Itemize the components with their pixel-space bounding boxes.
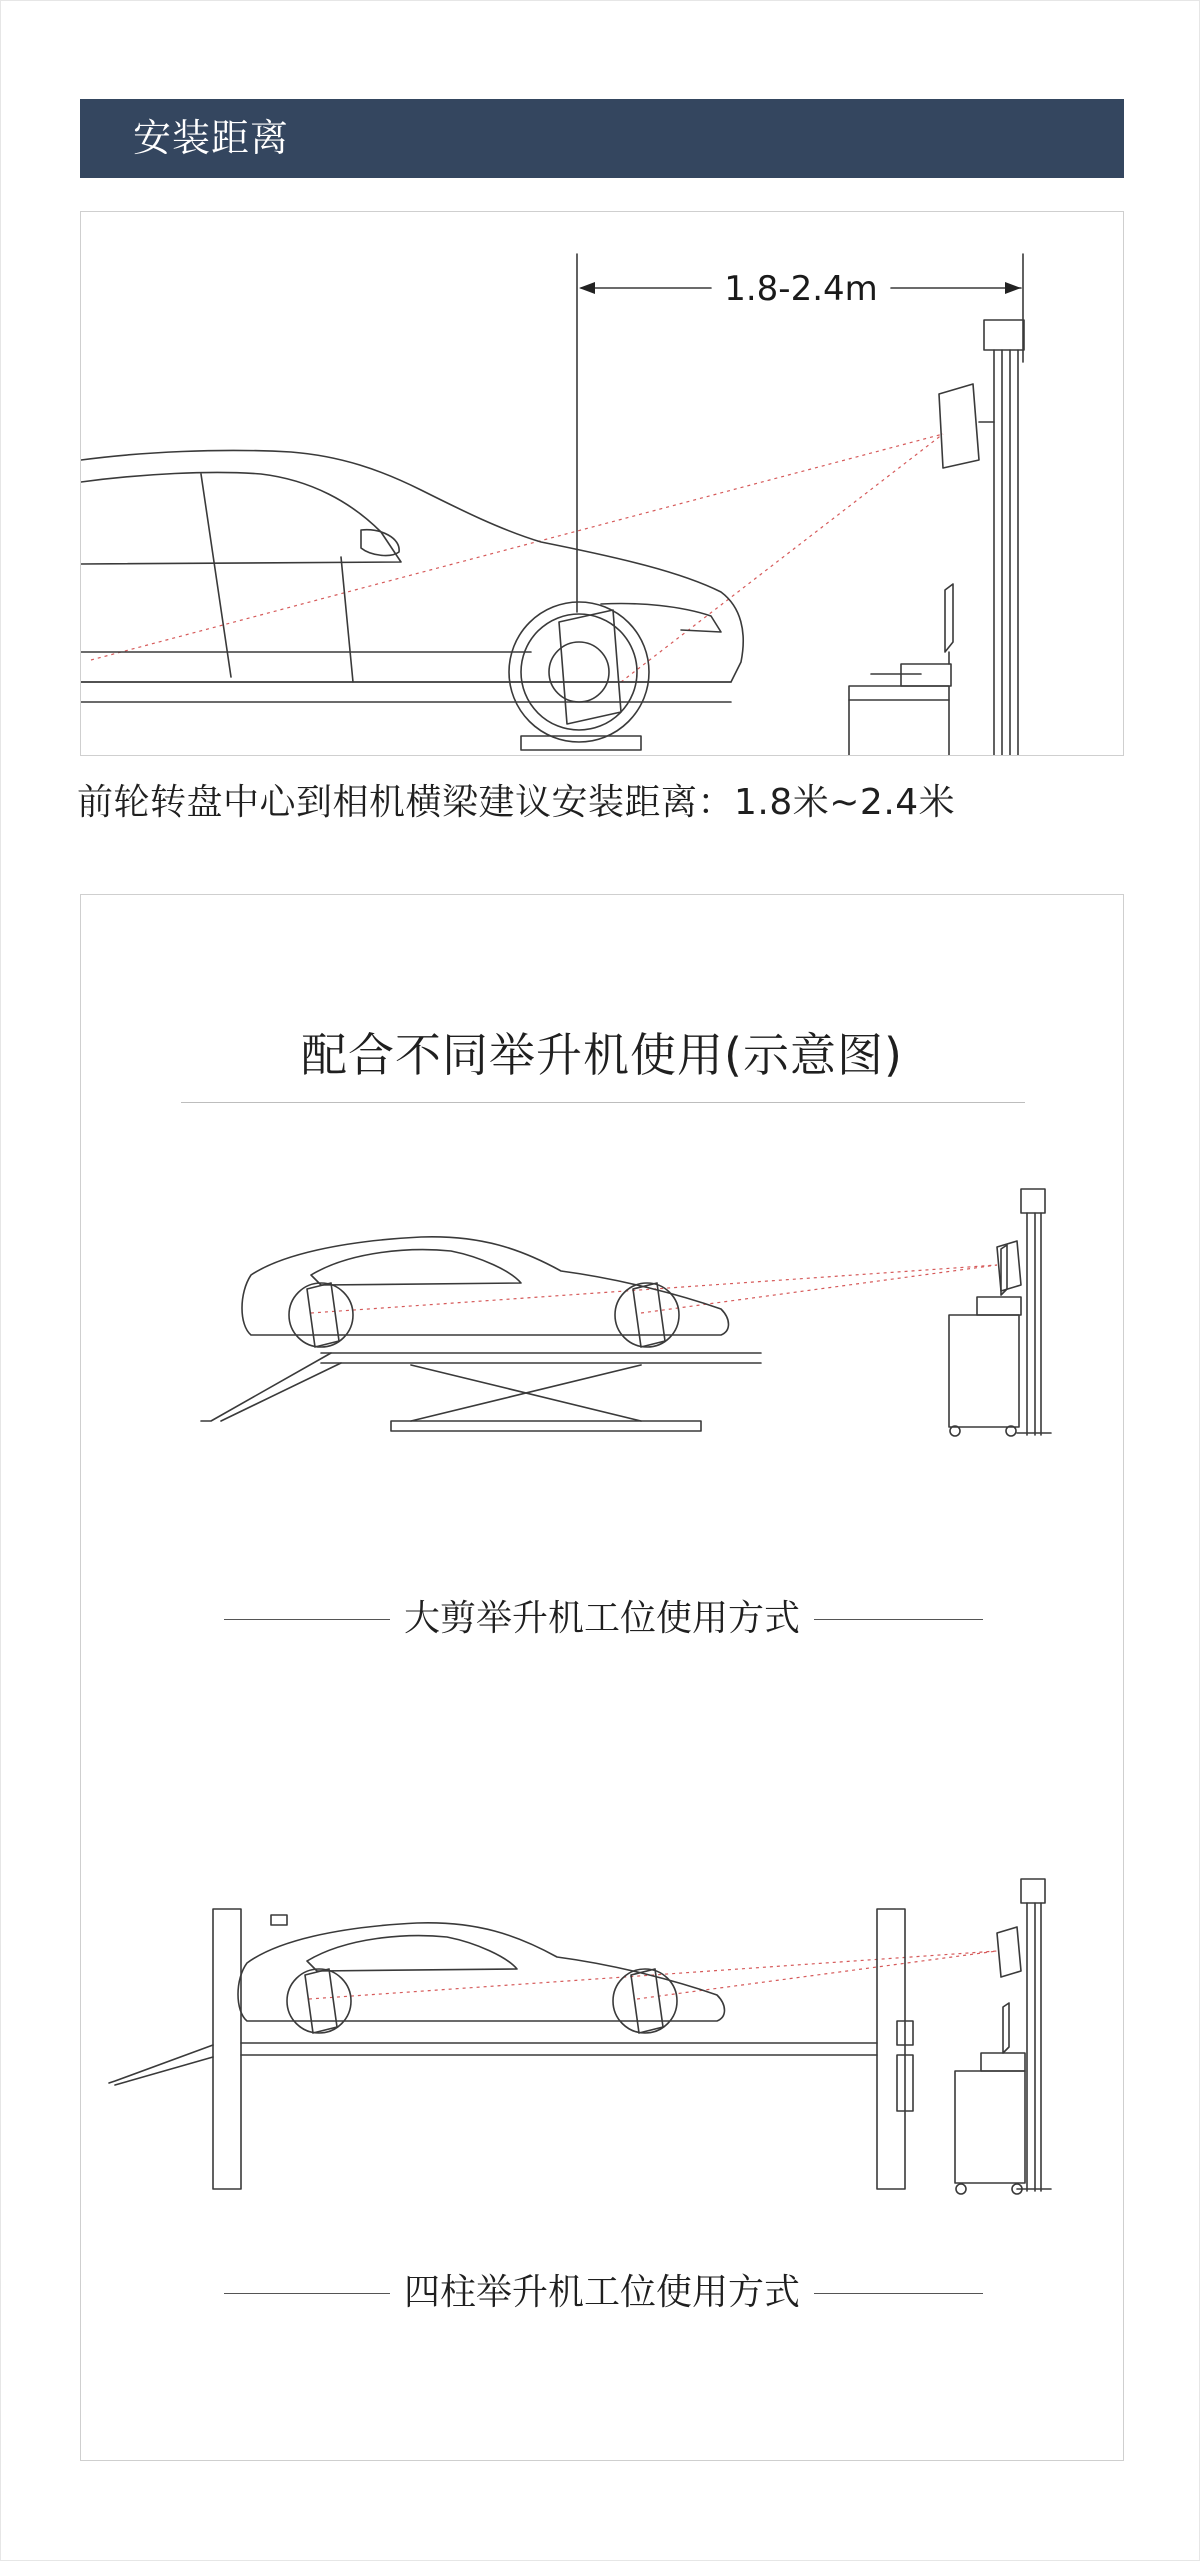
install-distance-drawing bbox=[81, 212, 1124, 756]
wheel-target-clamp bbox=[559, 610, 621, 724]
caption-rule-left bbox=[224, 2293, 408, 2294]
caption-rule-right bbox=[799, 1619, 983, 1620]
section-header-title: 安装距离 bbox=[133, 116, 290, 160]
four-post-lift-caption: 四柱举升机工位使用方式 bbox=[390, 2267, 814, 2319]
camera-tower bbox=[939, 320, 1024, 756]
install-distance-illustration bbox=[80, 211, 1124, 756]
car-illustration bbox=[81, 450, 743, 750]
four-post-lift-drawing bbox=[97, 1875, 1097, 2205]
lift-section-title: 配合不同举升机使用(示意图) bbox=[301, 1028, 903, 1082]
scissor-lift-caption: 大剪举升机工位使用方式 bbox=[390, 1593, 814, 1645]
title-divider bbox=[181, 1102, 1025, 1103]
caption-rule-left bbox=[224, 1619, 408, 1620]
section-header bbox=[80, 99, 1124, 178]
caption-rule-right bbox=[799, 2293, 983, 2294]
install-distance-caption: 前轮转盘中心到相机横梁建议安装距离：1.8米~2.4米 bbox=[77, 782, 956, 823]
scissor-lift-drawing bbox=[121, 1185, 1081, 1445]
scissor-lift-caption-row bbox=[81, 1593, 1123, 1645]
dimension-label: 1.8-2.4m bbox=[724, 269, 878, 309]
lift-compatibility-panel bbox=[80, 894, 1124, 2461]
camera-head bbox=[939, 384, 979, 468]
four-post-lift-caption-row bbox=[81, 2267, 1123, 2319]
computer-cabinet bbox=[849, 584, 953, 756]
